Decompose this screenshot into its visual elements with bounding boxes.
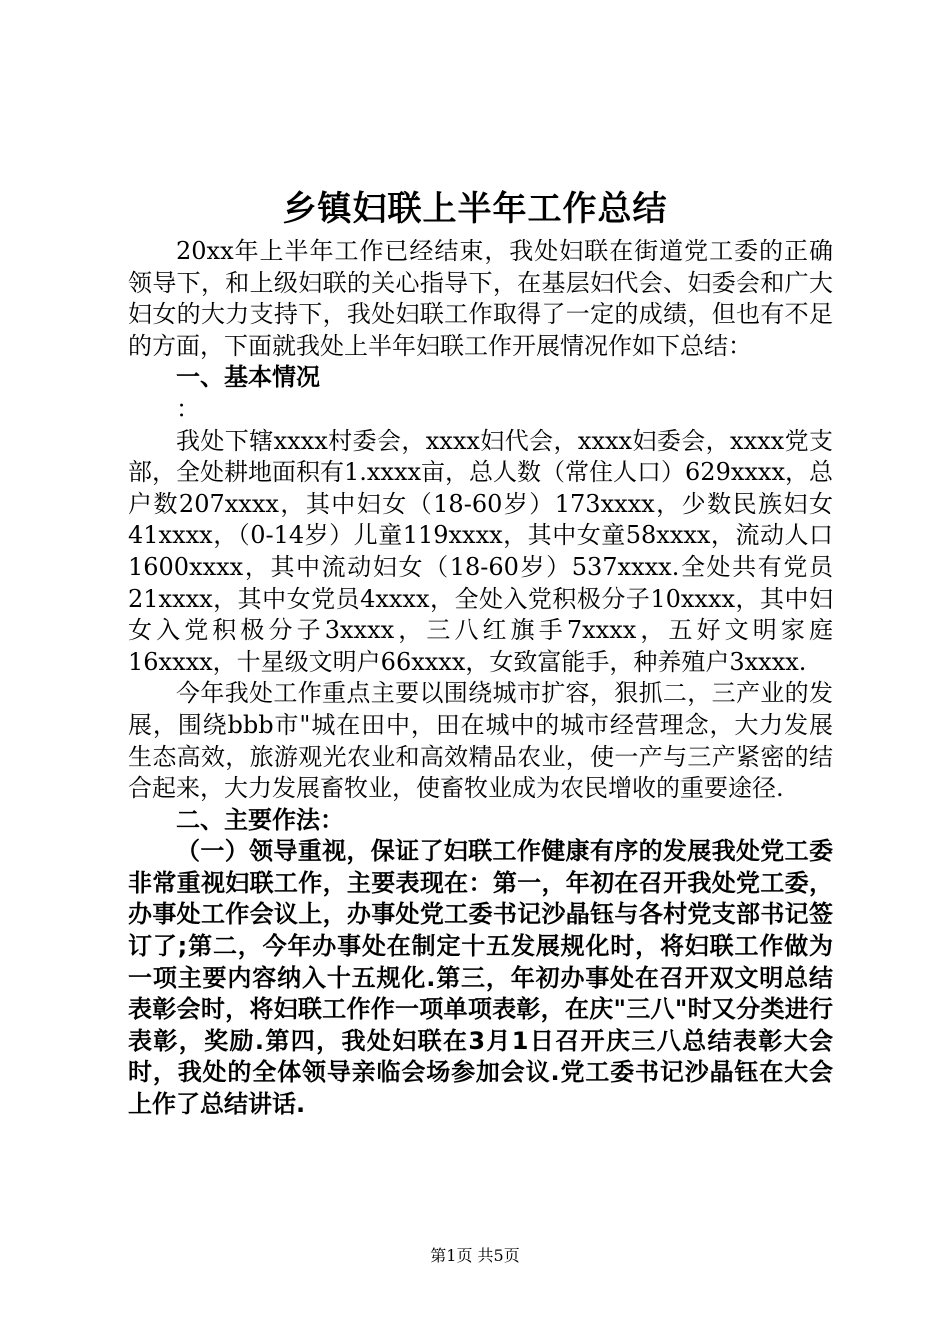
paragraph-priorities: 今年我处工作重点主要以围绕城市扩容，狠抓二，三产业的发展，围绕bbb市"城在田中，田在城中的城市经营理念，大力发展生态高效，旅游观光农业和高效精品农业，使一产与三产紧密的结合起来，大力发展畜牧业，使畜牧业成为农民增收的重要途径. — [128, 679, 833, 803]
page-footer: 第1页 共5页 — [430, 1246, 520, 1265]
paragraph-colon: ： — [176, 394, 200, 423]
paragraph-leadership: （一）领导重视，保证了妇联工作健康有序的发展我处党工委非常重视妇联工作，主要表现在：第一，年初在召开我处党工委，办事处工作会议上，办事处党工委书记沙晶钰与各村党支部书记签订了;第二，今年办事处在制定十五发展规化时，将妇联工作做为一项主要内容纳入十五规化.第三，年初办事处在召开双文明总结表彰会时，将妇联工作作一项单项表彰，在庆"三八"时又分类进行表彰，奖励.第四，我处妇联在3月1日召开庆三八总结表彰大会时，我处的全体领导亲临会场参加会议.党工委书记沙晶钰在大会上作了总结讲话. — [128, 837, 833, 1119]
paragraph-statistics: 我处下辖xxxx村委会，xxxx妇代会，xxxx妇委会，xxxx党支部，全处耕地面积有1.xxxx亩，总人数（常住人口）629xxxx，总户数207xxxx，其中妇女（18-60岁）173xxxx，少数民族妇女41xxxx，（0-14岁）儿童119xxxx，其中女童58xxxx，流动人口1600xxxx，其中流动妇女（18-60岁）537xxxx.全处共有党员21xxxx，其中女党员4xxxx，全处入党积极分子10xxxx，其中妇女入党积极分子3xxxx，三八红旗手7xxxx，五好文明家庭16xxxx，十星级文明户66xxxx，女致富能手，种养殖户3xxxx. — [128, 426, 833, 676]
heading-basic-situation: 一、基本情况 — [176, 363, 320, 392]
document-body — [128, 236, 833, 1121]
paragraph-intro: 20xx年上半年工作已经结束，我处妇联在街道党工委的正确领导下，和上级妇联的关心指导下，在基层妇代会、妇委会和广大妇女的大力支持下，我处妇联工作取得了一定的成绩，但也有不足的方面，下面就我处上半年妇联工作开展情况作如下总结： — [128, 237, 833, 360]
heading-main-methods: 二、主要作法： — [176, 805, 344, 834]
document-title: 乡镇妇联上半年工作总结 — [282, 189, 668, 229]
